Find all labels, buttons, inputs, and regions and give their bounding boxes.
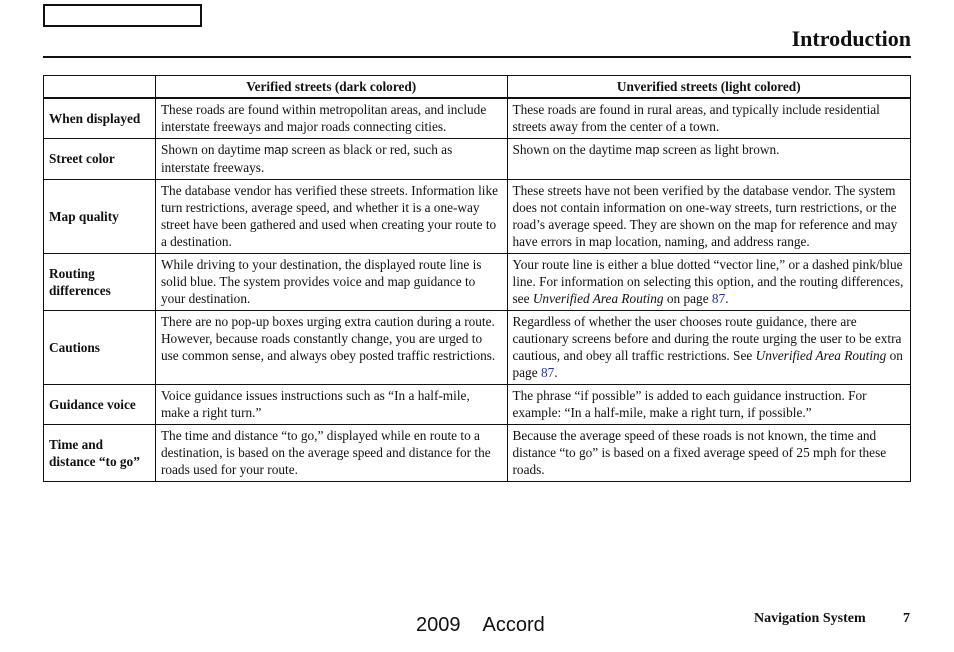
verified-cell: The database vendor has verified these streets. Information like turn restrictions, average speed, and whether it is a one-way street have been gathered and used when creating your route to a destination. [155, 180, 507, 254]
unverified-cell: Because the average speed of these roads is not known, the time and distance “to go” is based on a fixed average speed of 25 mph for these roads. [507, 425, 911, 482]
header-unverified: Unverified streets (light colored) [507, 76, 911, 99]
page-number: 7 [903, 611, 910, 626]
unverified-cell: The phrase “if possible” is added to each guidance instruction. For example: “In a half-mile, make a right turn, if possible.” [507, 385, 911, 425]
cell-text: . [725, 291, 729, 306]
comparison-table [43, 75, 911, 482]
unverified-cell [507, 139, 911, 180]
page-title: Introduction [791, 26, 911, 51]
page-link[interactable]: 87 [711, 291, 726, 306]
verified-cell: While driving to your destination, the displayed route line is solid blue. The system provides voice and map guidance to your destination. [155, 254, 507, 311]
header-corner-cell [44, 76, 156, 99]
row-label: Routing differences [44, 254, 156, 311]
map-screen-name: map [635, 143, 660, 157]
row-label: Map quality [44, 180, 156, 254]
header-verified: Verified streets (dark colored) [155, 76, 507, 99]
verified-cell: Voice guidance issues instructions such as “In a half-mile, make a right turn.” [155, 385, 507, 425]
table-row [44, 180, 911, 254]
unverified-cell: These roads are found in rural areas, and typically include residential streets away from the center of a town. [507, 98, 911, 139]
unverified-cell [507, 254, 911, 311]
table-header-row [44, 76, 911, 99]
cell-text: Regardless of whether the user chooses route guidance, there are cautionary screens before and during the route urging the user to be extra cautious, and obey all traffic restrictions. See [512, 314, 902, 363]
cell-text: . [554, 365, 558, 380]
unverified-cell [507, 311, 911, 385]
row-label: Cautions [44, 311, 156, 385]
title-rule [43, 56, 911, 58]
unverified-cell: These streets have not been verified by the database vendor. The system does not contain information on one-way streets, turn restrictions, or the road’s average speed. They are shown on the map for reference and may have errors in map location, naming, and address range. [507, 180, 911, 254]
table-row [44, 139, 911, 180]
row-label: When displayed [44, 98, 156, 139]
table-row [44, 425, 911, 482]
cell-text: on page [663, 291, 712, 306]
table-row [44, 98, 911, 139]
verified-cell: These roads are found within metropolitan areas, and include interstate freeways and major roads connecting cities. [155, 98, 507, 139]
map-screen-name: map [263, 143, 289, 157]
row-label: Time and distance “to go” [44, 425, 156, 482]
row-label: Street color [44, 139, 156, 180]
verified-cell: There are no pop-up boxes urging extra caution during a route. However, because roads constantly change, you are urged to use common sense, and always obey posted traffic restrictions. [155, 311, 507, 385]
cell-text: screen as light brown. [659, 142, 780, 157]
model-label: 2009 Accord [416, 614, 545, 636]
cell-text: on page [512, 348, 903, 380]
cross-reference: Unverified Area Routing [532, 291, 664, 306]
verified-cell [155, 139, 507, 180]
header-tab-box [43, 4, 202, 27]
cross-reference: Unverified Area Routing [755, 348, 887, 363]
verified-cell: The time and distance “to go,” displayed while en route to a destination, is based on the average speed and distance for the roads used for your route. [155, 425, 507, 482]
cell-text: Shown on the daytime [512, 142, 636, 157]
cell-text: Your route line is either a blue dotted “vector line,” or a dashed pink/blue line. For information on selecting this option, and the routing differences, see [512, 257, 904, 306]
footer-section-name: Navigation System [754, 611, 866, 626]
cell-text: screen as black or red, such as interstate freeways. [160, 142, 453, 175]
table-row [44, 385, 911, 425]
cell-text: Shown on daytime [160, 142, 264, 157]
row-label: Guidance voice [44, 385, 156, 425]
page-link[interactable]: 87 [540, 365, 555, 380]
table-row [44, 254, 911, 311]
table-row [44, 311, 911, 385]
